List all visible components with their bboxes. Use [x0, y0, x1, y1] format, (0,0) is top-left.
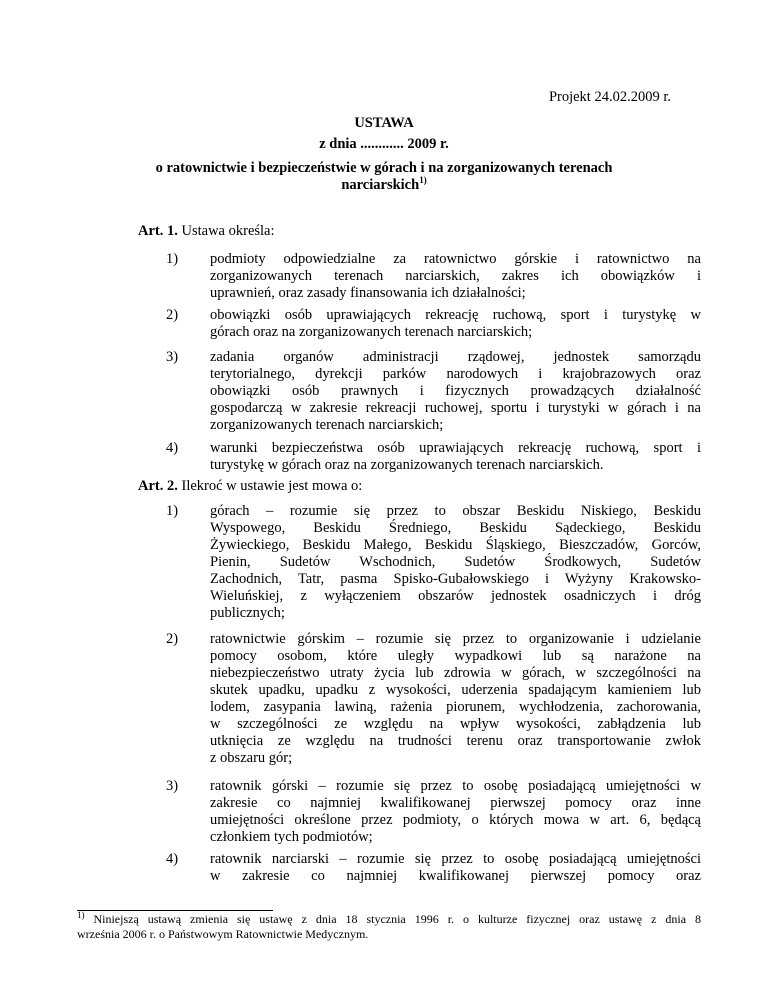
art2-item-4-line-1: ratownik narciarski – rozumie się przez to osobę posiadającą umiejętności: [210, 851, 701, 867]
art2-item-1-line-4: Pienin, Sudetów Wschodnich, Sudetów Środkowych, Sudetów: [210, 554, 701, 570]
art2-item-2-line-4: skutek upadku, upadku z wysokości, uderzenia spadającym kamieniem lub: [210, 682, 701, 698]
art2-item-4: [166, 851, 701, 885]
footnote-line-1: [77, 912, 701, 927]
art2-item-3: [166, 778, 701, 846]
art1-item-4-line-2: turystykę w górach oraz na zorganizowanych terenach narciarskich.: [210, 457, 604, 473]
art2-item-1-line-7: publicznych;: [210, 605, 285, 621]
art1-item-3-line-5: zorganizowanych terenach narciarskich;: [210, 417, 444, 433]
art2-item-3-line-4: członkiem tych podmiotów;: [210, 829, 373, 845]
art2-item-2-line-6: w szczególności ze względu na wpływ wysokości, zabłądzenia lub: [210, 716, 701, 732]
footnote-ref-marker: 1): [419, 175, 427, 186]
footnote-line-2: września 2006 r. o Państwowym Ratownictwie Medycznym.: [77, 927, 369, 941]
act-date-line: z dnia ............ 2009 r.: [319, 136, 449, 152]
art1-item-3-line-1: zadania organów administracji rządowej, jednostek samorządu: [210, 349, 701, 365]
art2-item-1-line-1: górach – rozumie się przez to obszar Beskidu Niskiego, Beskidu: [210, 503, 701, 519]
art2-item-1: [166, 503, 701, 622]
art2-item-2-number: 2): [166, 631, 179, 647]
art2-item-1-line-5: Zachodnich, Tatr, pasma Spisko-Gubałowskiego i Wyżyny Krakowsko-: [210, 571, 701, 587]
article-2-heading: [138, 478, 698, 495]
art2-item-2-line-1: ratownictwie górskim – rozumie się przez to organizowanie i udzielanie: [210, 631, 701, 647]
article-2-label: Art. 2.: [138, 478, 178, 494]
footnote-separator: [77, 910, 273, 911]
art1-item-4-line-1: warunki bezpieczeństwa osób uprawiających rekreację ruchową, sport i: [210, 440, 701, 456]
art2-item-1-line-3: Żywieckiego, Beskidu Małego, Beskidu Śląskiego, Bieszczadów, Gorców,: [210, 537, 701, 553]
art1-item-1-number: 1): [166, 251, 179, 267]
article-1-intro: Ustawa określa:: [177, 223, 275, 239]
art2-item-2-line-2: pomocy osobom, które uległy wypadkowi lub są narażone na: [210, 648, 701, 664]
act-subject-line-2-text: narciarskich: [341, 177, 420, 193]
art2-item-4-number: 4): [166, 851, 179, 867]
art1-item-2: [166, 307, 701, 341]
art1-item-1-line-1: podmioty odpowiedzialne za ratownictwo górskie i ratownictwo na: [210, 251, 701, 267]
art2-item-3-line-2: zakresie co najmniej kwalifikowanej pierwszej pomocy oraz inne: [210, 795, 701, 811]
art1-item-2-line-2: górach oraz na zorganizowanych terenach narciarskich;: [210, 324, 533, 340]
art2-item-1-line-6: Wieluńskiej, z wyłączeniem obszarów jednostek osadniczych i dróg: [210, 588, 701, 604]
art1-item-3-line-2: terytorialnego, dyrekcji parków narodowych i krajobrazowych oraz: [210, 366, 701, 382]
article-1-label: Art. 1.: [138, 223, 178, 239]
art1-item-3-line-3: obowiązki osób prawnych i fizycznych prowadzących działalność: [210, 383, 701, 399]
art1-item-1: [166, 251, 701, 302]
art1-item-2-line-1: obowiązki osób uprawiających rekreację ruchową, sport i turystykę w: [210, 307, 701, 323]
art1-item-3-number: 3): [166, 349, 179, 365]
art1-item-3: [166, 349, 701, 434]
art1-item-1-line-3: uprawnień, oraz zasady finansowania ich działalności;: [210, 285, 526, 301]
art2-item-2-line-5: lodem, zasypania lawiną, rażenia piorunem, wychłodzenia, zachorowania,: [210, 699, 701, 715]
art2-item-3-line-3: umiejętności określone przez podmioty, o których mowa w art. 6, będącą: [210, 812, 701, 828]
art2-item-1-line-2: Wyspowego, Beskidu Średniego, Beskidu Sądeckiego, Beskidu: [210, 520, 701, 536]
art1-item-4: [166, 440, 701, 474]
art2-item-2: [166, 631, 701, 767]
art2-item-2-line-8: z obszaru gór;: [210, 750, 293, 766]
art2-item-1-number: 1): [166, 503, 179, 519]
art1-item-1-line-2: zorganizowanych terenach narciarskich, zakres ich obowiązków i: [210, 268, 701, 284]
act-title: USTAWA: [354, 115, 414, 131]
footnote-number: 1): [77, 910, 85, 920]
footnote-line-1-text: Niniejszą ustawą zmienia się ustawę z dnia 18 stycznia 1996 r. o kulturze fizycznej oraz ustawę z dnia 8: [84, 912, 701, 926]
art2-item-4-line-2: w zakresie co najmniej kwalifikowanej pierwszej pomocy oraz: [210, 868, 701, 884]
article-2-intro: Ilekroć w ustawie jest mowa o:: [177, 478, 363, 494]
footnote: [77, 912, 701, 942]
art2-item-2-line-3: niebezpieczeństwo utraty życia lub zdrowia w górach, w szczególności na: [210, 665, 701, 681]
art2-item-3-line-1: ratownik górski – rozumie się przez to osobę posiadającą umiejętności w: [210, 778, 701, 794]
art1-item-2-number: 2): [166, 307, 179, 323]
art2-item-2-line-7: utknięcia ze względu na trudności terenu oraz transportowanie zwłok: [210, 733, 701, 749]
project-date: Projekt 24.02.2009 r.: [548, 89, 671, 105]
act-subject: [0, 160, 768, 194]
act-subject-line-2: [0, 177, 768, 194]
article-1-heading: [138, 223, 698, 240]
art1-item-3-line-4: gospodarczą w zakresie rekreacji ruchowej, sportu i turystyki w górach i na: [210, 400, 701, 416]
act-subject-line-1: o ratownictwie i bezpieczeństwie w górach i na zorganizowanych terenach: [155, 160, 613, 176]
art1-item-4-number: 4): [166, 440, 179, 456]
art2-item-3-number: 3): [166, 778, 179, 794]
